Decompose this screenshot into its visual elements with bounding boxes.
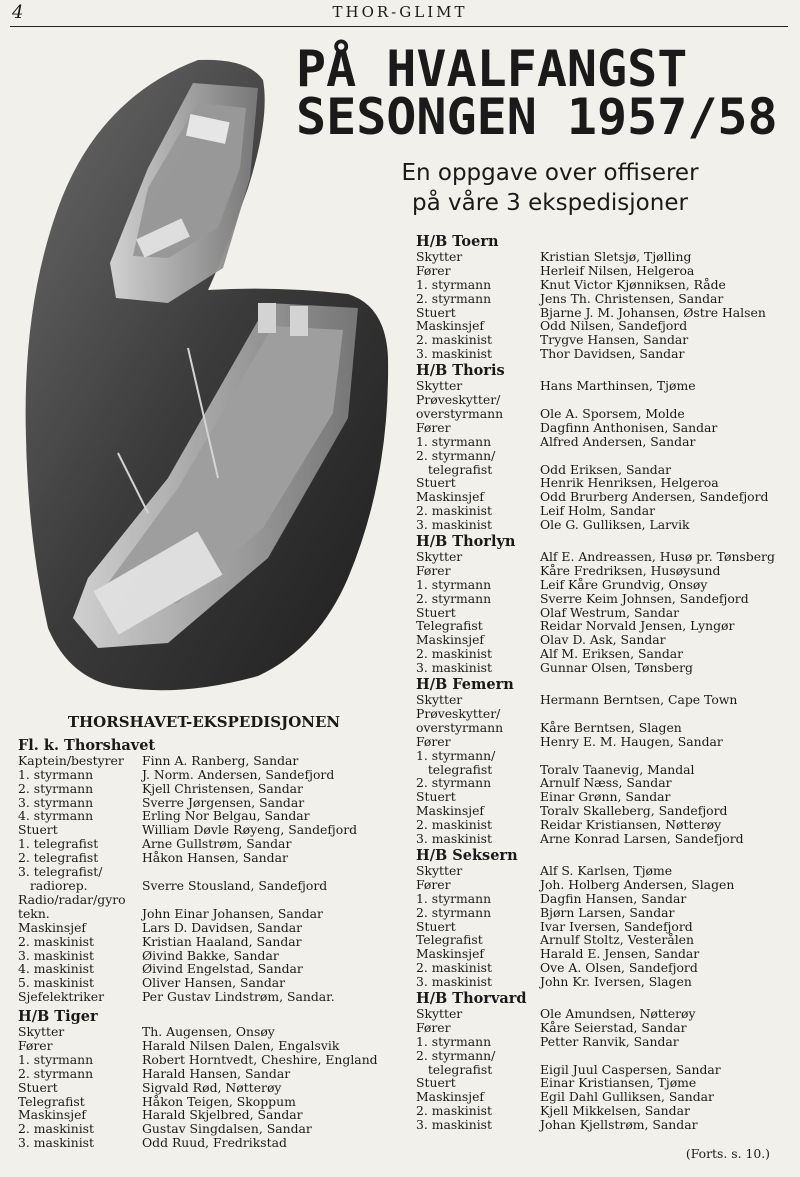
crew-role: 2. maskinist [416, 332, 493, 348]
crew-row [18, 1122, 390, 1136]
crew-row [416, 550, 796, 564]
crew-name: Toralv Skalleberg, Sandefjord [540, 803, 728, 819]
crew-name: Finn A. Ranberg, Sandar [142, 752, 299, 768]
crew-name: William Døvle Røyeng, Sandefjord [142, 822, 358, 838]
crew-name: Dagfin Hansen, Sandar [540, 890, 687, 906]
title-line-1: PÅ HVALFANGST [296, 40, 688, 98]
section-heading: Fl. k. Thorshavet [18, 736, 156, 754]
subtitle [360, 158, 740, 218]
crew-name: Kåre Fredriksen, Husøysund [540, 562, 721, 578]
crew-name: Alfred Andersen, Sandar [540, 433, 696, 449]
crew-name: Kjell Mikkelsen, Sandar [540, 1103, 690, 1119]
crew-role: 2. maskinist [18, 933, 95, 949]
crew-row [416, 435, 796, 449]
crew-name: Sverre Keim Johnsen, Sandefjord [540, 590, 749, 606]
crew-name: Arnulf Næss, Sandar [540, 775, 672, 791]
crew-row [18, 990, 390, 1004]
crew-name: Sverre Stousland, Sandefjord [142, 877, 328, 893]
crew-role: 3. maskinist [416, 660, 493, 676]
crew-row [416, 463, 796, 477]
crew-row [18, 1053, 390, 1067]
crew-row [416, 693, 796, 707]
crew-role: 3. maskinist [18, 1135, 95, 1151]
crew-role: 3. telegrafist/ [18, 864, 103, 880]
crew-name: Hermann Berntsen, Cape Town [540, 692, 738, 707]
crew-role: Maskinsjef [416, 318, 485, 334]
crew-row [18, 879, 390, 893]
page-header [0, 0, 800, 30]
crew-name: Reidar Kristiansen, Nøtterøy [540, 817, 722, 833]
crew-row [18, 1095, 390, 1109]
crew-role: Radio/radar/gyro [18, 891, 126, 907]
crew-row [18, 851, 390, 865]
crew-row [416, 518, 796, 532]
crew-name: Odd Nilsen, Sandefjord [540, 318, 688, 334]
crew-name: Harald E. Jensen, Sandar [540, 946, 700, 962]
crew-role: Stuert [416, 475, 456, 491]
crew-name: Odd Brurberg Andersen, Sandefjord [540, 489, 769, 505]
crew-row [416, 1104, 796, 1118]
crew-row [416, 347, 796, 361]
crew-row [18, 976, 390, 990]
crew-row [416, 975, 796, 989]
crew-role: 2. maskinist [416, 646, 493, 662]
crew-name [540, 393, 796, 407]
crew-name: Alf M. Eriksen, Sandar [540, 646, 684, 662]
crew-name: Ove A. Olsen, Sandefjord [540, 960, 698, 976]
crew-row [18, 1025, 390, 1039]
section-heading: H/B Toern [416, 233, 499, 250]
crew-name: John Kr. Iversen, Slagen [540, 974, 692, 990]
crew-name: Henrik Henriksen, Helgeroa [540, 475, 719, 491]
crew-row [416, 749, 796, 763]
crew-role: 2. maskinist [416, 960, 493, 976]
crew-row [416, 707, 796, 721]
crew-row [416, 1063, 796, 1077]
crew-role: 1. styrmann [416, 1033, 492, 1049]
crew-role: Maskinsjef [416, 632, 485, 648]
crew-row [416, 1035, 796, 1049]
crew-role: Sjefelektriker [18, 989, 105, 1005]
crew-row [18, 768, 390, 782]
crew-name [142, 893, 390, 907]
crew-role: overstyrmann [416, 719, 504, 735]
section-heading: H/B Seksern [416, 846, 518, 864]
crew-name: Thor Davidsen, Sandar [540, 346, 685, 362]
crew-role: Skytter [416, 1005, 463, 1021]
crew-role: Fører [416, 262, 451, 278]
crew-name: Einar Grønn, Sandar [540, 789, 671, 805]
crew-role: Fører [416, 733, 451, 749]
crew-row [18, 823, 390, 837]
crew-row [18, 935, 390, 949]
crew-row [18, 893, 390, 907]
crew-role: 1. styrmann/ [416, 747, 496, 763]
crew-row [416, 1118, 796, 1132]
crew-name: Odd Ruud, Fredrikstad [142, 1135, 287, 1151]
crew-role: 2. styrmann [416, 290, 492, 306]
crew-row [416, 892, 796, 906]
crew-name: Joh. Holberg Andersen, Slagen [540, 876, 735, 892]
crew-row [416, 947, 796, 961]
crew-role: 3. maskinist [416, 517, 493, 533]
crew-role: 2. styrmann [416, 904, 492, 920]
crew-row [416, 319, 796, 333]
crew-role: Skytter [416, 692, 463, 707]
crew-name: Øivind Bakke, Sandar [142, 947, 279, 963]
crew-role: 2. telegrafist [18, 850, 99, 866]
crew-role: 3. maskinist [18, 947, 95, 963]
crew-row [18, 865, 390, 879]
crew-name: Herleif Nilsen, Helgeroa [540, 262, 695, 278]
crew-role: Maskinsjef [416, 489, 485, 505]
crew-name: Øivind Engelstad, Sandar [142, 961, 303, 977]
crew-role: Fører [416, 562, 451, 578]
crew-row [18, 1136, 390, 1150]
section-heading: H/B Femern [416, 676, 514, 694]
crew-role: Telegrafist [416, 618, 483, 634]
crew-role: Maskinsjef [18, 1107, 87, 1123]
crew-row [416, 920, 796, 934]
crew-row [416, 804, 796, 818]
crew-row [18, 796, 390, 810]
crew-name: Kristian Sletsjø, Tjølling [540, 248, 692, 264]
crew-role: 4. styrmann [18, 808, 94, 824]
crew-name [142, 865, 390, 879]
crew-name: Harald Nilsen Dalen, Engalsvik [142, 1037, 340, 1053]
crew-role: Skytter [416, 378, 463, 394]
crew-row [416, 1007, 796, 1021]
crew-name: Leif Holm, Sandar [540, 503, 656, 519]
crew-role: 1. styrmann [18, 1051, 94, 1067]
crew-row [416, 393, 796, 407]
header-rule [10, 26, 788, 27]
crew-role: 2. styrmann [18, 1065, 94, 1081]
crew-name: Egil Dahl Gulliksen, Sandar [540, 1089, 714, 1105]
crew-role: 1. styrmann [416, 276, 492, 292]
crew-name: Ivar Iversen, Sandefjord [540, 918, 693, 934]
crew-role: telegrafist [416, 1061, 493, 1077]
crew-name: Hans Marthinsen, Tjøme [540, 378, 696, 394]
crew-role: Skytter [416, 548, 463, 564]
crew-name: Th. Augensen, Onsøy [142, 1024, 275, 1040]
crew-row [416, 933, 796, 947]
crew-role: Telegrafist [416, 932, 483, 948]
crew-name: Arnulf Stoltz, Vesterålen [540, 932, 694, 948]
crew-name: Bjørn Larsen, Sandar [540, 904, 675, 920]
crew-row [18, 1067, 390, 1081]
crew-row [416, 864, 796, 878]
crew-row [416, 333, 796, 347]
crew-role: tekn. [18, 905, 50, 921]
crew-role: Prøveskytter/ [416, 705, 501, 721]
crew-row [416, 878, 796, 892]
crew-row [416, 421, 796, 435]
crew-name: John Einar Johansen, Sandar [142, 905, 323, 921]
crew-name: Eigil Juul Caspersen, Sandar [540, 1061, 721, 1077]
crew-row [416, 476, 796, 490]
crew-name: Ole Amundsen, Nøtterøy [540, 1005, 696, 1021]
crew-role: Fører [18, 1037, 53, 1053]
crew-name: Bjarne J. M. Johansen, Østre Halsen [540, 304, 766, 320]
crew-name: Trygve Hansen, Sandar [540, 332, 689, 348]
crew-name: Arne Gullstrøm, Sandar [142, 836, 292, 852]
crew-name: Jens Th. Christensen, Sandar [540, 290, 724, 306]
crew-row [416, 504, 796, 518]
crew-row [416, 735, 796, 749]
crew-name: Sverre Jørgensen, Sandar [142, 794, 305, 810]
section-heading: H/B Thorvard [416, 990, 527, 1008]
crew-role: 2. styrmann [416, 775, 492, 791]
crew-name: Harald Hansen, Sandar [142, 1065, 291, 1081]
crew-row [18, 949, 390, 963]
crew-name: Leif Kåre Grundvig, Onsøy [540, 576, 708, 592]
crew-row [416, 961, 796, 975]
crew-row [18, 1081, 390, 1095]
crew-name: Robert Horntvedt, Cheshire, England [142, 1051, 378, 1067]
crew-role: Kaptein/bestyrer [18, 752, 124, 768]
crew-row [416, 647, 796, 661]
crew-name: Olav D. Ask, Sandar [540, 632, 666, 648]
crew-role: radiorep. [18, 877, 88, 893]
crew-row [416, 490, 796, 504]
section-heading: H/B Thorlyn [416, 533, 516, 551]
crew-row [416, 1021, 796, 1035]
crew-role: 2. maskinist [18, 1121, 95, 1137]
crew-row [416, 661, 796, 675]
continued-note: (Forts. s. 10.) [685, 1146, 770, 1161]
crew-role: Fører [416, 876, 451, 892]
crew-row [18, 782, 390, 796]
crew-name: Ole G. Gulliksen, Larvik [540, 517, 690, 533]
subtitle-line-1: En oppgave over offiserer [401, 160, 699, 186]
crew-name: Johan Kjellstrøm, Sandar [540, 1117, 698, 1133]
crew-name: Oliver Hansen, Sandar [142, 975, 286, 991]
crew-role: Skytter [416, 862, 463, 878]
crew-row [416, 449, 796, 463]
crew-role: Maskinsjef [416, 803, 485, 819]
crew-role: Skytter [18, 1024, 65, 1040]
crew-row [416, 578, 796, 592]
crew-name: Gustav Singdalsen, Sandar [142, 1121, 312, 1137]
crew-name: Erling Nor Belgau, Sandar [142, 808, 310, 824]
crew-name: Kåre Berntsen, Slagen [540, 719, 682, 735]
crew-role: 1. styrmann [18, 766, 94, 782]
crew-row [18, 1108, 390, 1122]
crew-role: Stuert [416, 304, 456, 320]
crew-role: 3. maskinist [416, 974, 493, 990]
crew-row [416, 1049, 796, 1063]
crew-name: Knut Victor Kjønniksen, Råde [540, 276, 726, 292]
crew-row [416, 776, 796, 790]
crew-name [540, 449, 796, 463]
crew-row [416, 592, 796, 606]
crew-name: Arne Konrad Larsen, Sandefjord [540, 831, 744, 847]
crew-role: 2. maskinist [416, 1103, 493, 1119]
crew-name: Lars D. Davidsen, Sandar [142, 919, 303, 935]
crew-row [416, 250, 796, 264]
crew-name: Kjell Christensen, Sandar [142, 780, 303, 796]
crew-name: Toralv Taanevig, Mandal [540, 761, 695, 777]
crew-role: telegrafist [416, 761, 493, 777]
crew-name: Dagfinn Anthonisen, Sandar [540, 419, 718, 435]
crew-row [416, 906, 796, 920]
section-heading: H/B Thoris [416, 362, 505, 380]
crew-row [18, 962, 390, 976]
page-number: 4 [12, 2, 24, 23]
crew-role: Skytter [416, 248, 463, 264]
crew-role: 2. maskinist [416, 503, 493, 519]
crew-name: Gunnar Olsen, Tønsberg [540, 660, 693, 676]
expedition-title: THORSHAVET-EKSPEDISJONEN [67, 713, 341, 731]
crew-row [416, 721, 796, 735]
crew-role: Stuert [416, 1075, 456, 1091]
thorshavet-column [18, 713, 390, 1151]
crew-row [416, 790, 796, 804]
crew-role: Maskinsjef [416, 946, 485, 962]
crew-name [540, 749, 796, 763]
crew-name: Einar Kristiansen, Tjøme [540, 1075, 697, 1091]
crew-name [540, 707, 796, 721]
crew-name: J. Norm. Andersen, Sandefjord [142, 766, 335, 782]
crew-role: 3. maskinist [416, 831, 493, 847]
crew-role: 1. telegrafist [18, 836, 99, 852]
crew-role: 3. maskinist [416, 1117, 493, 1133]
crew-role: 2. styrmann/ [416, 447, 496, 463]
catcher-boats-column [416, 232, 796, 1132]
crew-role: 1. styrmann [416, 890, 492, 906]
crew-name: Petter Ranvik, Sandar [540, 1033, 679, 1049]
title-line-2: SESONGEN 1957/58 [296, 88, 778, 146]
crew-role: overstyrmann [416, 405, 504, 421]
crew-name [540, 1049, 796, 1063]
crew-row [416, 633, 796, 647]
crew-row [416, 763, 796, 777]
crew-role: Stuert [18, 822, 58, 838]
crew-name: Ole A. Sporsem, Molde [540, 405, 685, 421]
crew-name: Per Gustav Lindstrøm, Sandar. [142, 989, 335, 1005]
crew-row [416, 264, 796, 278]
crew-role: Stuert [18, 1079, 58, 1095]
crew-name: Kristian Haaland, Sandar [142, 933, 302, 949]
crew-role: 2. styrmann/ [416, 1047, 496, 1063]
crew-role: 5. maskinist [18, 975, 95, 991]
crew-name: Odd Eriksen, Sandar [540, 461, 672, 477]
crew-row [416, 278, 796, 292]
crew-row [18, 1039, 390, 1053]
crew-role: Fører [416, 419, 451, 435]
crew-role: Telegrafist [18, 1093, 85, 1109]
crew-name: Håkon Teigen, Skoppum [142, 1093, 296, 1109]
crew-row [18, 809, 390, 823]
crew-role: Fører [416, 1019, 451, 1035]
crew-role: Stuert [416, 918, 456, 934]
crew-name: Kåre Seierstad, Sandar [540, 1019, 687, 1035]
crew-row [416, 564, 796, 578]
crew-row [416, 606, 796, 620]
crew-row [416, 306, 796, 320]
crew-role: telegrafist [416, 461, 493, 477]
crew-name: Olaf Westrum, Sandar [540, 604, 680, 620]
crew-row [18, 921, 390, 935]
crew-row [416, 379, 796, 393]
crew-row [416, 818, 796, 832]
crew-role: 1. styrmann [416, 433, 492, 449]
crew-role: Prøveskytter/ [416, 391, 501, 407]
crew-name: Alf S. Karlsen, Tjøme [540, 862, 673, 878]
crew-role: 2. maskinist [416, 817, 493, 833]
whaling-ships-photo [18, 58, 396, 694]
crew-name: Håkon Hansen, Sandar [142, 850, 288, 866]
crew-row [416, 292, 796, 306]
crew-row [18, 754, 390, 768]
subtitle-line-2: på våre 3 ekspedisjoner [412, 190, 688, 216]
crew-name: Harald Skjelbred, Sandar [142, 1107, 303, 1123]
crew-name: Reidar Norvald Jensen, Lyngør [540, 618, 735, 634]
crew-row [416, 1090, 796, 1104]
crew-row [18, 837, 390, 851]
crew-role: 3. maskinist [416, 346, 493, 362]
crew-row [416, 1076, 796, 1090]
crew-row [18, 907, 390, 921]
crew-role: Stuert [416, 604, 456, 620]
crew-role: 1. styrmann [416, 576, 492, 592]
crew-row [416, 407, 796, 421]
crew-role: 2. styrmann [416, 590, 492, 606]
crew-name: Sigvald Rød, Nøtterøy [142, 1079, 282, 1095]
crew-role: Maskinsjef [18, 919, 87, 935]
crew-row [416, 619, 796, 633]
crew-role: 3. styrmann [18, 794, 94, 810]
crew-name: Henry E. M. Haugen, Sandar [540, 733, 723, 749]
section-heading: H/B Tiger [18, 1008, 98, 1026]
crew-role: 4. maskinist [18, 961, 95, 977]
magazine-name: THOR-GLIMT [332, 3, 468, 21]
crew-role: Stuert [416, 789, 456, 805]
crew-role: Maskinsjef [416, 1089, 485, 1105]
crew-name: Alf E. Andreassen, Husø pr. Tønsberg [540, 548, 775, 564]
crew-role: 2. styrmann [18, 780, 94, 796]
crew-row [416, 832, 796, 846]
